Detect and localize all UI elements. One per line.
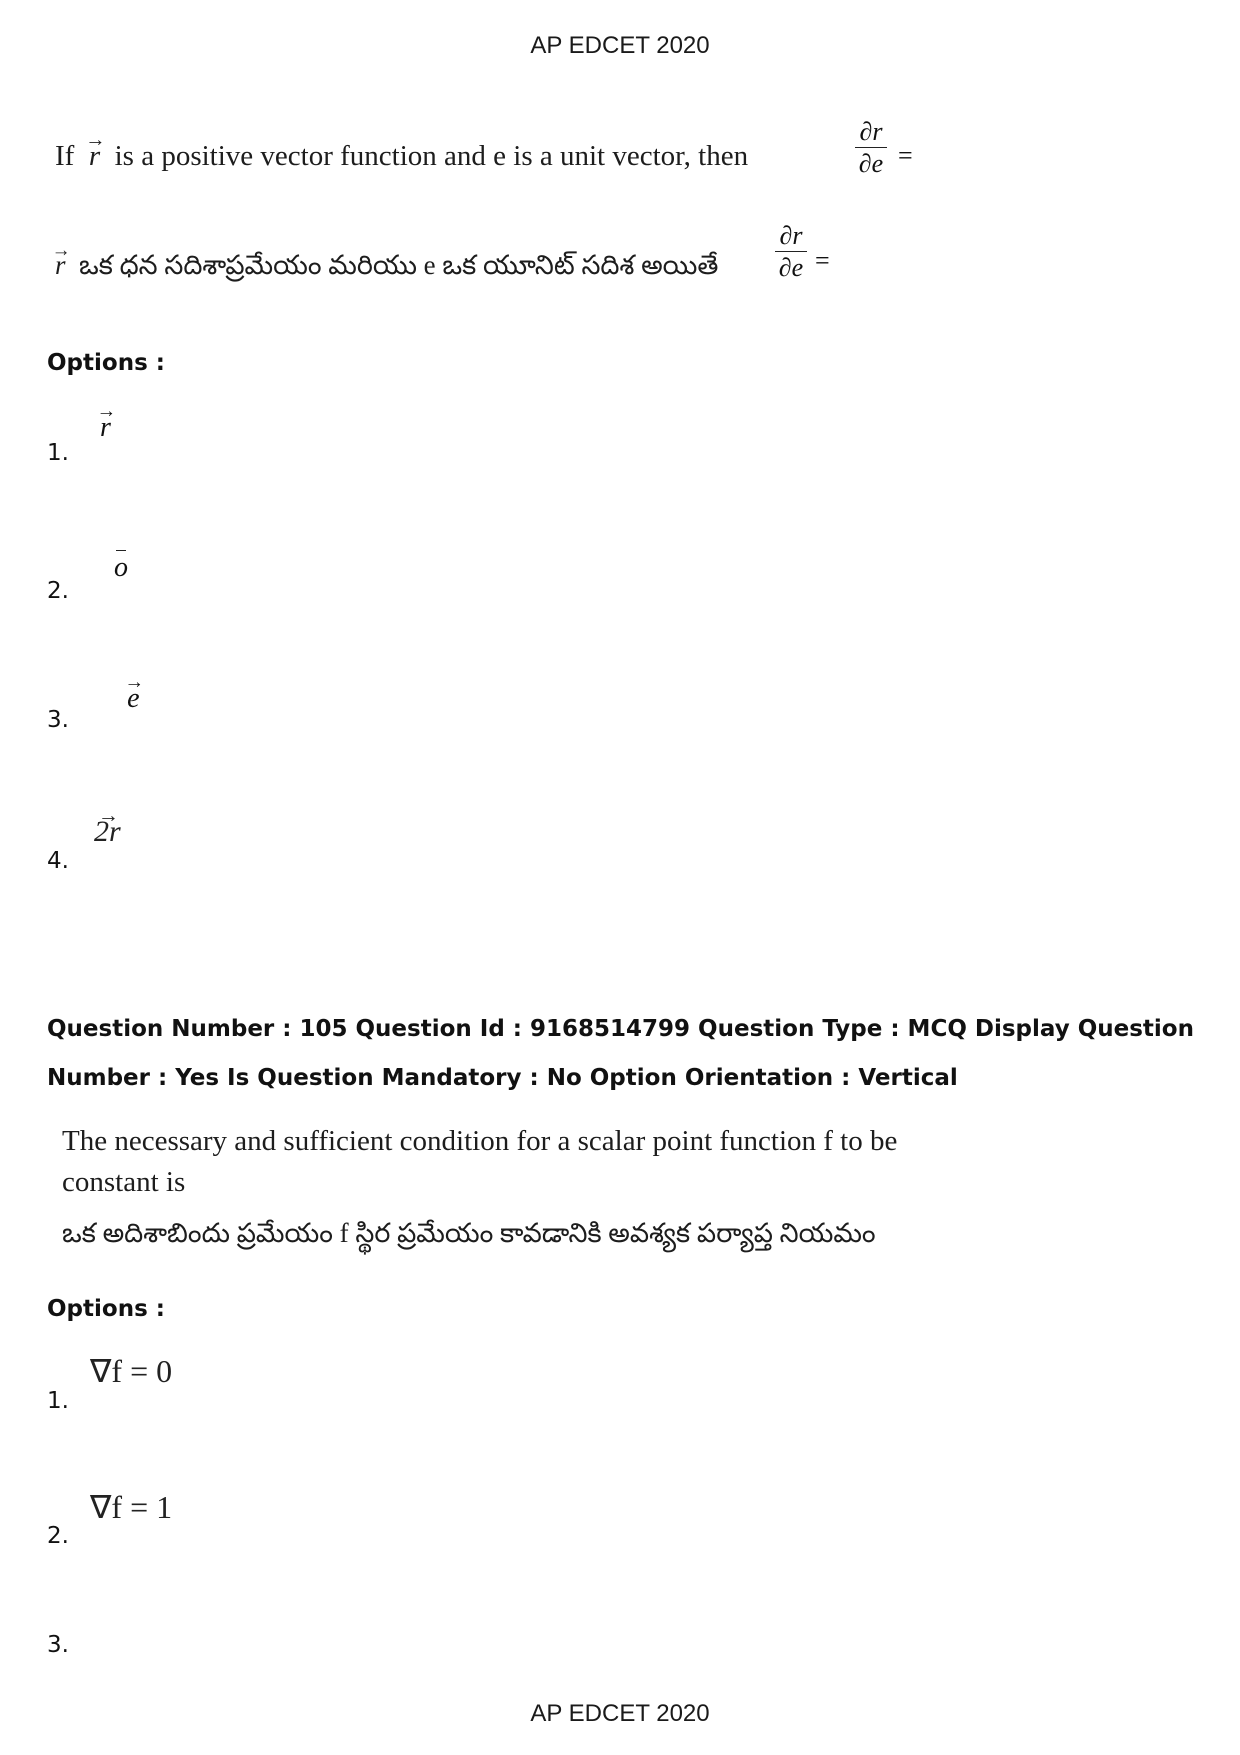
option-4-value[interactable] bbox=[94, 815, 121, 849]
option-1-number: 1. bbox=[47, 440, 69, 466]
options-label: Options : bbox=[47, 1296, 165, 1322]
question-105-english-line-1: The necessary and sufficient condition for a scalar point function f to be bbox=[62, 1125, 898, 1157]
equals-sign: = bbox=[898, 141, 913, 170]
option-3-number: 3. bbox=[47, 707, 69, 733]
question-meta-line-1: Question Number : 105 Question Id : 9168514799 Question Type : MCQ Display Question bbox=[47, 1016, 1194, 1042]
option-4-number: 4. bbox=[47, 848, 69, 874]
option-1-value[interactable]: ∇f = 0 bbox=[90, 1353, 173, 1389]
question-meta-line-2: Number : Yes Is Question Mandatory : No Option Orientation : Vertical bbox=[47, 1065, 958, 1091]
options-label: Options : bbox=[47, 350, 165, 376]
vector-r-symbol: → r bbox=[89, 140, 100, 173]
option-3-value[interactable]: → e bbox=[127, 683, 139, 715]
question-105-english-line-2: constant is bbox=[62, 1166, 186, 1198]
page-footer: AP EDCET 2020 bbox=[530, 1700, 710, 1727]
fraction-denominator: ∂e bbox=[778, 253, 804, 283]
option-4-expression: → 2r bbox=[94, 815, 121, 849]
fraction-numerator: ∂r bbox=[859, 117, 883, 146]
question-text-telugu bbox=[55, 250, 718, 288]
fraction-denominator: ∂e bbox=[858, 149, 884, 179]
question-english-pre: If bbox=[55, 140, 75, 172]
option-2-value[interactable]: o bbox=[114, 552, 128, 583]
page-header: AP EDCET 2020 bbox=[530, 32, 710, 59]
partial-derivative-fraction-telugu bbox=[775, 222, 807, 282]
equals-sign: = bbox=[815, 246, 830, 275]
question-text-english bbox=[55, 140, 748, 173]
fraction-numerator: ∂r bbox=[779, 221, 803, 250]
question-english-post: is a positive vector function and e is a unit vector, then bbox=[114, 140, 749, 172]
option-1-number: 1. bbox=[47, 1388, 69, 1414]
option-2-number: 2. bbox=[47, 578, 69, 604]
fraction-bar bbox=[855, 147, 887, 148]
option-3-number: 3. bbox=[47, 1632, 69, 1658]
vector-r-symbol: → r bbox=[55, 250, 66, 281]
telugu-question: ఒక ధన సదిశాప్రమేయం మరియు e ఒక యూనిట్ సదిశ అయితే bbox=[79, 250, 719, 280]
option-1-value[interactable]: → r bbox=[100, 412, 111, 444]
question-105-telugu: ఒక అదిశాబిందు ప్రమేయం f స్థిర ప్రమేయం కావడానికి అవశ్యక పర్యాప్త నియమం bbox=[62, 1218, 876, 1248]
option-2-number: 2. bbox=[47, 1523, 69, 1549]
fraction-bar bbox=[775, 251, 807, 252]
option-2-value[interactable]: ∇f = 1 bbox=[90, 1489, 173, 1525]
partial-derivative-fraction bbox=[855, 118, 887, 178]
